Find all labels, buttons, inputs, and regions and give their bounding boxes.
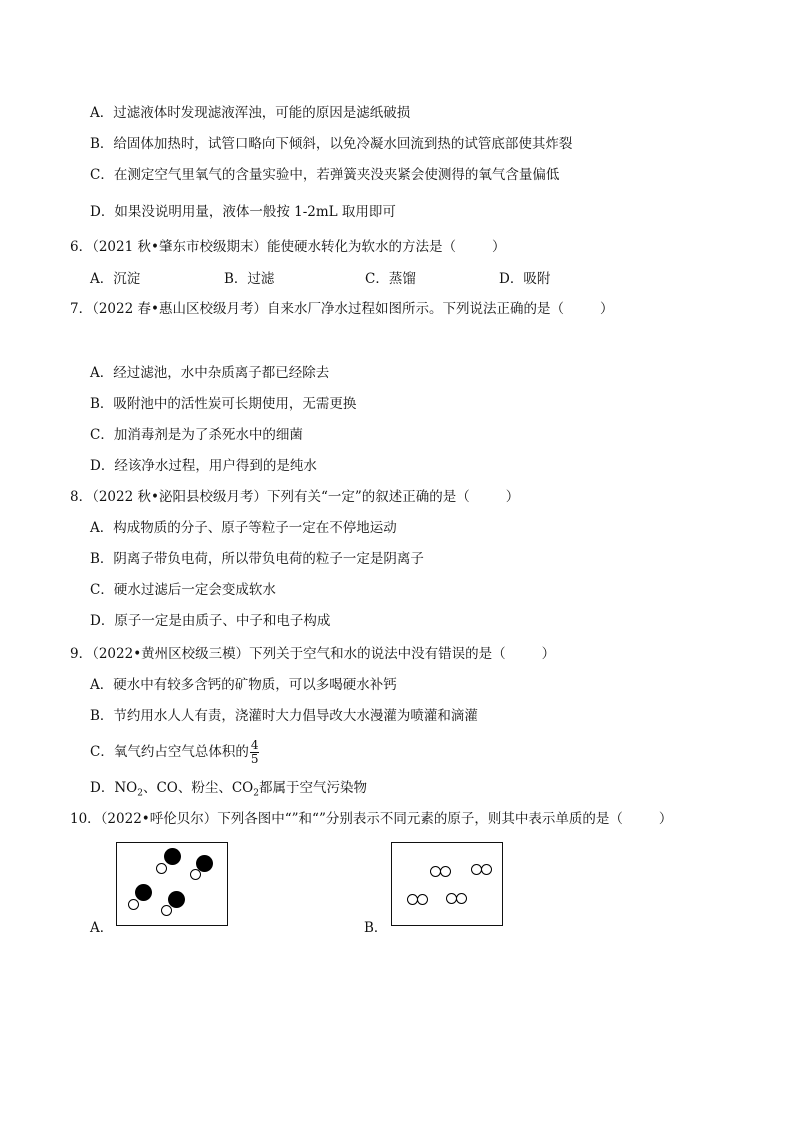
q8-stem bbox=[70, 488, 519, 506]
q9-stem-text: 9．（2022•黄州区校级三模）下列关于空气和水的说法中没有错误的是（ bbox=[70, 646, 506, 662]
q7-option-b: B．吸附池中的活性炭可长期使用，无需更换 bbox=[90, 396, 357, 412]
q7-option-a: A．经过滤池，水中杂质离子都已经除去 bbox=[90, 365, 330, 381]
q9-option-b: B．节约用水人人有责，浇灌时大力倡导改大水漫灌为喷灌和滴灌 bbox=[90, 708, 478, 724]
q10-stem-text: 10．（2022•呼伦贝尔）下列各图中“”和“”分别表示不同元素的原子，则其中表示单质的是（ bbox=[70, 811, 623, 827]
q8-option-a: A．构成物质的分子、原子等粒子一定在不停地运动 bbox=[90, 520, 397, 536]
q8-stem-text: 8．（2022 秋•泌阳县校级月考）下列有关“一定”的叙述正确的是（ bbox=[70, 489, 470, 505]
black-atom bbox=[168, 891, 185, 908]
q6-option-d: D．吸附 bbox=[499, 271, 551, 287]
q8-option-c: C．硬水过滤后一定会变成软水 bbox=[90, 582, 276, 598]
white-atom bbox=[440, 866, 451, 877]
q7-option-d: D．经该净水过程，用户得到的是纯水 bbox=[90, 458, 317, 474]
white-atom bbox=[161, 905, 172, 916]
q6-stem-text: 6．（2021 秋•肇东市校级期末）能使硬水转化为软水的方法是（ bbox=[70, 239, 456, 255]
q6-options bbox=[90, 270, 690, 288]
white-atom bbox=[417, 894, 428, 905]
q9-option-a: A．硬水中有较多含钙的矿物质，可以多喝硬水补钙 bbox=[90, 677, 397, 693]
white-atom bbox=[190, 869, 201, 880]
white-atom bbox=[128, 899, 139, 910]
figure-b-box bbox=[391, 842, 503, 926]
black-atom bbox=[135, 884, 152, 901]
q7-stem bbox=[70, 300, 613, 318]
q9-option-d-part3: 都属于空气污染物 bbox=[258, 780, 367, 796]
q6-option-c: C．蒸馏 bbox=[365, 271, 416, 287]
q9-option-c-text: C．氧气约占空气总体积的 bbox=[90, 744, 249, 760]
subscript: 2 bbox=[253, 788, 259, 799]
q10-stem bbox=[70, 810, 672, 828]
q6-option-a: A．沉淀 bbox=[90, 271, 141, 287]
q5-option-a: A．过滤液体时发现滤液浑浊，可能的原因是滤纸破损 bbox=[90, 105, 411, 121]
q9-option-c bbox=[90, 738, 259, 766]
q6-option-b: B．过滤 bbox=[224, 271, 275, 287]
q8-option-b: B．阴离子带负电荷，所以带负电荷的粒子一定是阴离子 bbox=[90, 551, 424, 567]
q9-stem-close: ） bbox=[541, 646, 556, 662]
q7-option-c: C．加消毒剂是为了杀死水中的细菌 bbox=[90, 427, 303, 443]
q9-fraction bbox=[250, 739, 260, 766]
q10-stem-close: ） bbox=[658, 811, 673, 827]
q6-stem bbox=[70, 238, 505, 256]
q9-option-d-part1: D．NO bbox=[90, 780, 138, 796]
figure-b-label: B． bbox=[364, 920, 388, 936]
q5-option-d: D．如果没说明用量，液体一般按 1-2mL 取用即可 bbox=[90, 204, 396, 220]
white-atom bbox=[456, 893, 467, 904]
q7-stem-text: 7．（2022 春•惠山区校级月考）自来水厂净水过程如图所示。下列说法正确的是（ bbox=[70, 301, 564, 317]
black-atom bbox=[164, 848, 181, 865]
q5-option-c: C．在测定空气里氧气的含量实验中，若弹簧夹没夹紧会使测得的氧气含量偏低 bbox=[90, 167, 560, 183]
q8-stem-close: ） bbox=[505, 489, 520, 505]
q9-stem bbox=[70, 645, 555, 663]
q8-option-d: D．原子一定是由质子、中子和电子构成 bbox=[90, 613, 331, 629]
subscript: 2 bbox=[137, 788, 143, 799]
q9-option-d bbox=[90, 779, 367, 803]
q5-option-b: B．给固体加热时，试管口略向下倾斜，以免冷凝水回流到热的试管底部使其炸裂 bbox=[90, 136, 573, 152]
fraction-denominator: 5 bbox=[250, 752, 259, 766]
q9-option-d-part2: 、CO、粉尘、CO bbox=[142, 780, 254, 796]
q6-stem-close: ） bbox=[491, 239, 506, 255]
q7-stem-close: ） bbox=[599, 301, 614, 317]
figure-a-label: A． bbox=[90, 920, 114, 936]
figure-a-box bbox=[116, 842, 228, 926]
fraction-numerator: 4 bbox=[250, 738, 259, 752]
white-atom bbox=[156, 863, 167, 874]
white-atom bbox=[481, 864, 492, 875]
